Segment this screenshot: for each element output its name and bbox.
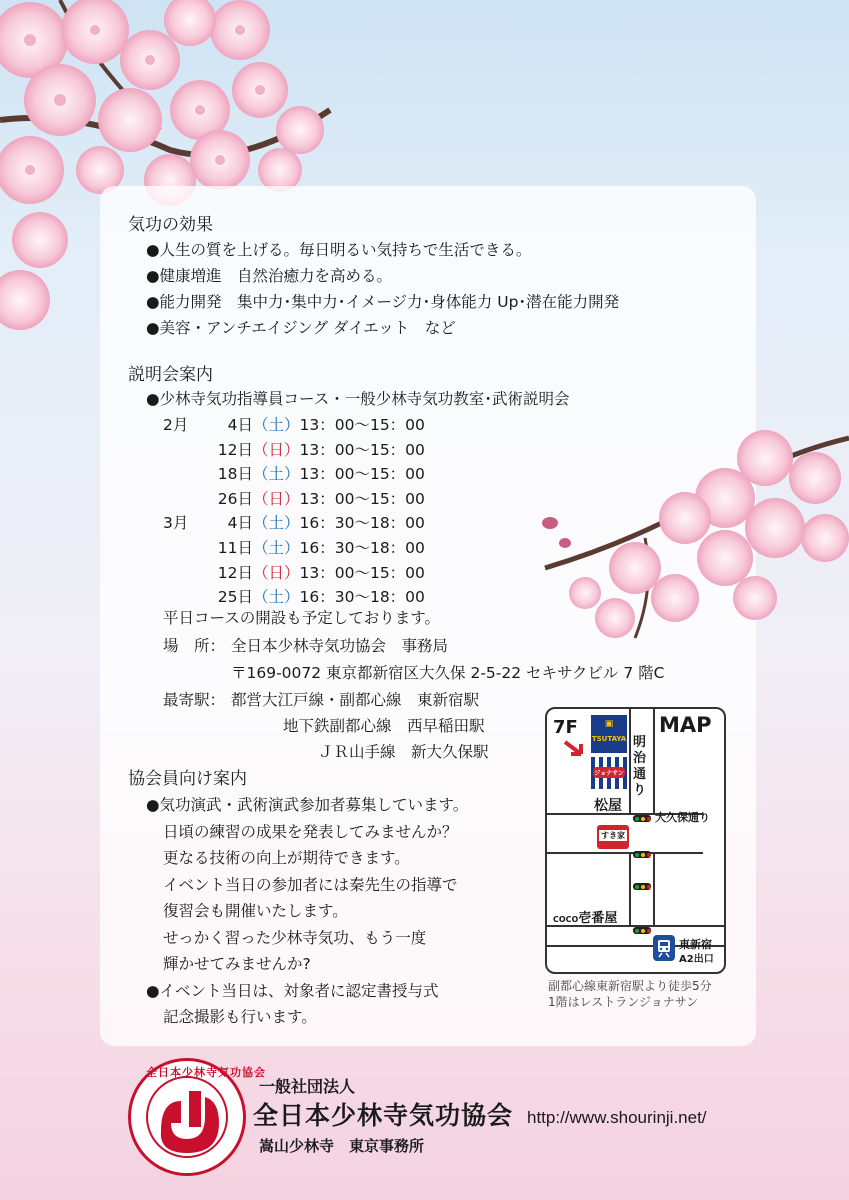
member-line: 更なる技術の向上が期待できます。: [163, 849, 410, 867]
schedule-row: [163, 438, 425, 460]
station-icon: [653, 935, 675, 961]
tsutaya-label: TSUTAYA: [591, 735, 627, 743]
effects-heading: 気功の効果: [128, 215, 213, 235]
station-label: 最寄駅：: [163, 691, 226, 709]
schedule-day: 25日: [217, 588, 253, 607]
effect-item: ●美容・アンチエイジング ダイエット など: [146, 319, 456, 337]
effect-item: ●能力開発 集中力･集中力･イメージ力･身体能力 Up･潜在能力開発: [146, 293, 620, 311]
schedule-day: 4日: [227, 416, 253, 434]
effects-list: [146, 237, 619, 341]
member-line: 復習会も開催いたします。: [163, 902, 348, 920]
cherry-blossom-right: [525, 418, 849, 650]
venue-name: 全日本少林寺気功協会 事務局: [231, 637, 449, 655]
schedule-day: 12日: [217, 563, 253, 582]
org-sub: 嵩山少林寺 東京事務所: [259, 1137, 425, 1155]
arrow-icon: [563, 740, 585, 756]
schedule-row: [163, 561, 425, 583]
station-name: 東新宿: [679, 938, 712, 951]
floor-label: 7F: [553, 717, 578, 738]
member-line: 輝かせてみませんか?: [163, 955, 311, 973]
effect-item: ●人生の質を上げる。毎日明るい気持ちで生活できる。: [146, 241, 532, 259]
schedule-row: [163, 585, 425, 607]
schedule-weekday: （日）: [253, 440, 300, 459]
schedule-time: 13：00～15：00: [299, 440, 425, 459]
jonathan-icon: [591, 757, 627, 789]
schedule-day: 18日: [217, 465, 253, 484]
station-line: ＪＲ山手線 新大久保駅: [318, 743, 489, 761]
schedule-row: [163, 511, 425, 533]
sukiya-label: すき家: [601, 831, 625, 840]
schedule-row: [163, 536, 425, 558]
schedule-row: [163, 487, 425, 509]
map-title: MAP: [659, 713, 712, 737]
schedule-time: 16：30～18：00: [299, 588, 425, 607]
member-line: 記念撮影も行います。: [163, 1008, 317, 1026]
okubo-dori-road-lower: [545, 852, 703, 854]
venue-address: 〒169-0072 東京都新宿区大久保 2-5-22 セキサクビル 7 階C: [231, 664, 665, 682]
okubo-dori-label: 大久保通り: [655, 811, 710, 824]
schedule-time: 13：00～15：00: [299, 416, 425, 434]
station-line: 地下鉄副都心線 西早稲田駅: [283, 717, 485, 735]
weekday-note: 平日コースの開設も予定しております。: [163, 609, 440, 627]
schedule-day: 11日: [217, 539, 253, 557]
schedule-month: 3月: [163, 514, 189, 533]
map-caption: [548, 978, 712, 1010]
schedule-month: 2月: [163, 416, 189, 434]
station-line: 都営大江戸線・副都心線 東新宿駅: [231, 691, 480, 709]
tsutaya-icon: ▣ TSUTAYA: [591, 715, 627, 753]
effect-item: ●健康増進 自然治癒力を高める。: [146, 267, 393, 285]
traffic-signal: [633, 851, 651, 858]
members-heading: 協会員向け案内: [128, 769, 247, 789]
schedule-weekday: （土）: [253, 465, 300, 484]
jonathan-label: ジョナサン: [593, 767, 625, 778]
matsuya-label: 松屋: [594, 798, 622, 814]
members-text: [146, 792, 468, 1031]
member-line: ●気功演武・武術演武参加者募集しています。: [146, 796, 469, 814]
website-link[interactable]: http://www.shourinji.net/: [527, 1108, 707, 1127]
map-caption-line: 副都心線東新宿駅より徒歩5分: [548, 979, 712, 993]
coco-text: COCO: [553, 915, 579, 924]
schedule-weekday: （土）: [253, 588, 300, 607]
meiji-dori-label: 明治通り: [633, 735, 647, 798]
logo-ring-text: 全日本少林寺気功協会: [146, 1066, 266, 1079]
schedule-time: 13：00～15：00: [299, 489, 425, 508]
ichibanya-text: 壱番屋: [578, 911, 618, 926]
venue-label: 場 所：: [163, 637, 226, 655]
schedule-weekday: （日）: [253, 489, 300, 508]
schedule-time: 13：00～15：00: [299, 465, 425, 484]
briefing-subtitle: ●少林寺気功指導員コース・一般少林寺気功教室･武術説明会: [146, 390, 570, 408]
org-name: 全日本少林寺気功協会: [253, 1101, 514, 1130]
station-exit: A2出口: [679, 954, 714, 965]
traffic-signal: [633, 883, 651, 890]
schedule-weekday: （土）: [253, 539, 300, 557]
schedule-day: 12日: [217, 440, 253, 459]
map-caption-line: 1階はレストランジョナサン: [548, 995, 699, 1009]
schedule-weekday: （日）: [253, 563, 300, 582]
schedule-row: [163, 413, 425, 435]
member-line: ●イベント当日は、対象者に認定書授与式: [146, 981, 439, 1000]
coco-label: [553, 907, 617, 926]
schedule-row: [163, 462, 425, 484]
schedule-weekday: （土）: [253, 416, 300, 434]
sukiya-icon: [597, 825, 629, 849]
traffic-signal: [633, 927, 651, 934]
traffic-signal: [633, 815, 651, 822]
org-type: 一般社団法人: [259, 1077, 356, 1096]
member-line: 日頃の練習の成果を発表してみませんか？: [163, 822, 458, 841]
access-map: [545, 707, 726, 974]
member-line: せっかく習った少林寺気功、もう一度: [163, 928, 427, 947]
schedule-time: 16：30～18：00: [299, 514, 425, 533]
member-line: イベント当日の参加者には秦先生の指導で: [163, 875, 458, 894]
briefing-heading: 説明会案内: [128, 365, 213, 385]
schedule-day: 4日: [227, 514, 253, 533]
schedule-time: 16：30～18：00: [299, 539, 425, 557]
schedule-day: 26日: [217, 489, 253, 508]
schedule-time: 13：00～15：00: [299, 563, 425, 582]
schedule-weekday: （土）: [253, 514, 300, 533]
